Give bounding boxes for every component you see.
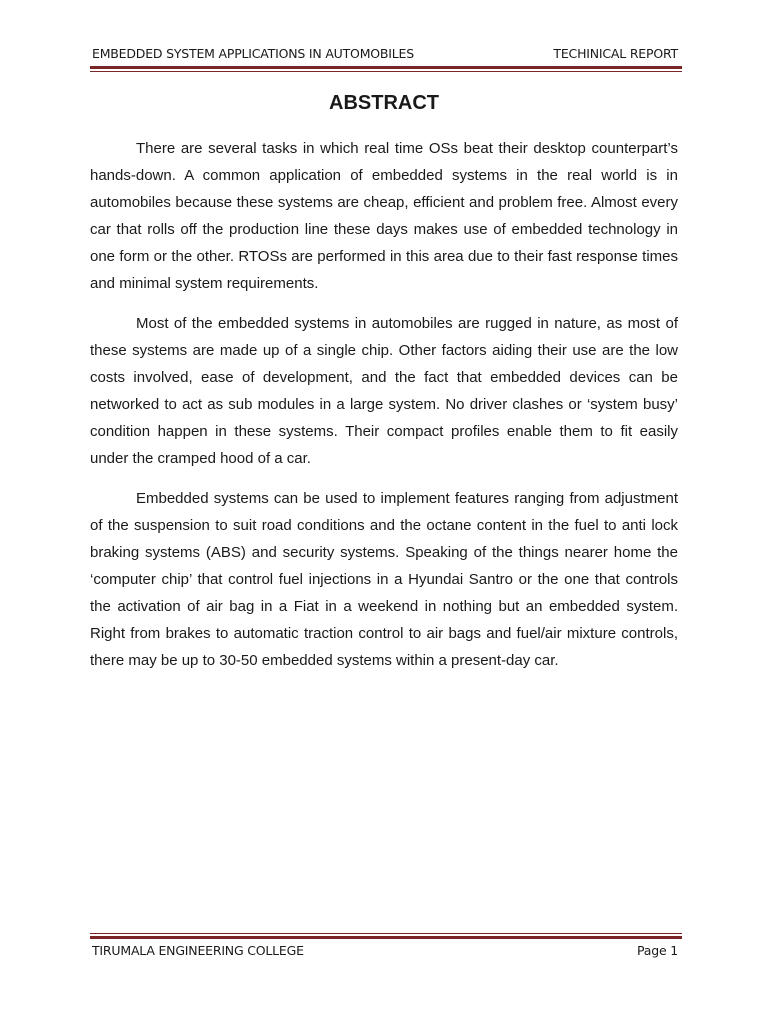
header-rule-thick: [90, 66, 682, 69]
abstract-body: [90, 135, 678, 687]
paragraph-3: Embedded systems can be used to implement features ranging from adjustment of the suspension to suit road conditions and the octane content in the fuel to anti lock braking systems (ABS) and security systems. Speaking of the things nearer home the ‘computer chip’ that control fuel injections in a Hyundai Santro or the one that controls the activation of air bag in a Fiat in a weekend in nothing but an embedded system. Right from brakes to automatic traction control to air bags and fuel/air mixture controls, there may be up to 30-50 embedded systems within a present-day car.: [90, 490, 678, 669]
page-footer: [90, 943, 680, 961]
paragraph-2: Most of the embedded systems in automobiles are rugged in nature, as most of these systems are made up of a single chip. Other factors aiding their use are the low costs involved, ease of development, and the fact that embedded devices can be networked to act as sub modules in a large system. No driver clashes or ‘system busy’ condition happen in these systems. Their compact profiles enable them to fit easily under the cramped hood of a car.: [90, 315, 678, 467]
footer-page-number: Page 1: [637, 943, 678, 958]
footer-college-name: TIRUMALA ENGINEERING COLLEGE: [92, 943, 304, 958]
header-rule-thin: [90, 71, 682, 72]
paragraph-1: There are several tasks in which real time OSs beat their desktop counterpart’s hands-down. A common application of embedded systems in the real world is in automobiles because these systems are cheap, efficient and problem free. Almost every car that rolls off the production line these days makes use of embedded technology in one form or the other. RTOSs are performed in this area due to their fast response times and minimal system requirements.: [90, 140, 678, 292]
footer-rule-thin: [90, 933, 682, 934]
page-title: ABSTRACT: [329, 92, 439, 114]
footer-rule-thick: [90, 936, 682, 939]
header-report-type: TECHINICAL REPORT: [553, 46, 678, 61]
page-header: [90, 46, 680, 64]
header-document-title: EMBEDDED SYSTEM APPLICATIONS IN AUTOMOBILES: [92, 46, 414, 61]
